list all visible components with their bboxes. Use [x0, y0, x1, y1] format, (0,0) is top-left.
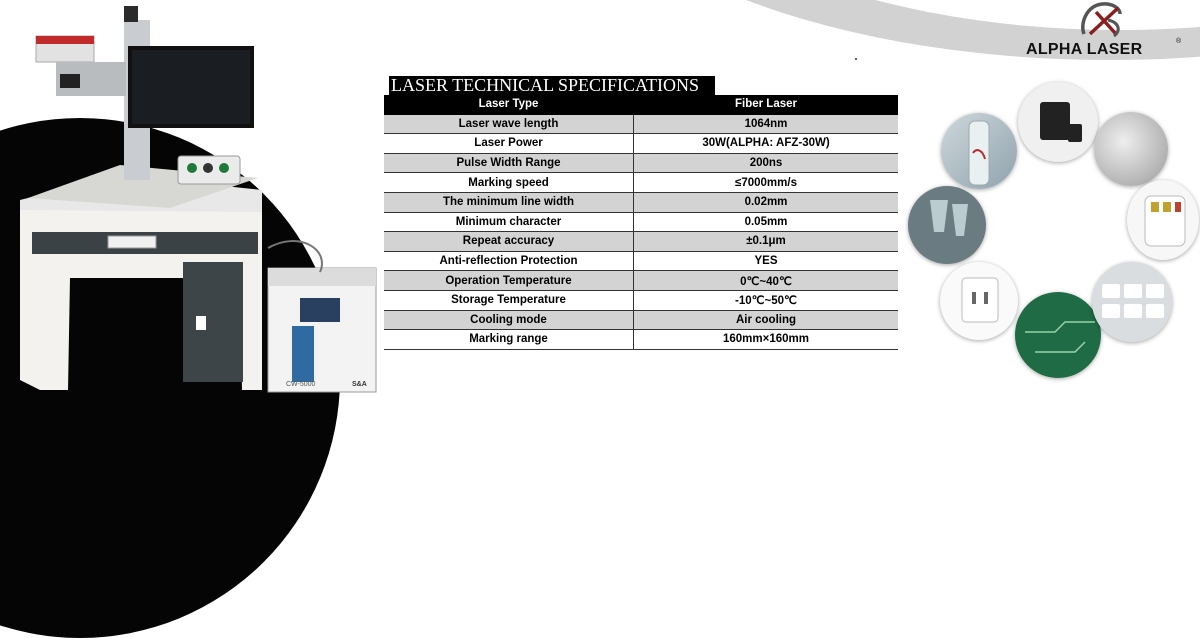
sample-usb-charger-image [940, 262, 1018, 340]
chiller-badge: S&A [352, 381, 367, 388]
spec-value: 160mm×160mm [634, 330, 899, 350]
spec-parameter: Pulse Width Range [384, 153, 634, 173]
spec-value: -10℃~50℃ [634, 290, 899, 310]
specs-table [384, 95, 898, 350]
spec-parameter: The minimum line width [384, 192, 634, 212]
chiller-label: CW-5000 [286, 381, 316, 388]
spec-row [384, 251, 898, 271]
spec-parameter: Anti-reflection Protection [384, 251, 634, 271]
spec-value: 0.02mm [634, 192, 899, 212]
alpha-laser-logo-icon [1078, 0, 1126, 40]
brand-name: ALPHA LASER [1026, 41, 1143, 58]
spec-row [384, 153, 898, 173]
spec-parameter: Laser wave length [384, 114, 634, 134]
spec-parameter: Repeat accuracy [384, 232, 634, 252]
spec-parameter: Storage Temperature [384, 290, 634, 310]
sample-keyboard-keys-image [1092, 262, 1172, 342]
spec-value: 0.05mm [634, 212, 899, 232]
spec-value: Air cooling [634, 310, 899, 330]
sample-power-bank-image [1127, 180, 1199, 260]
specs-title: LASER TECHNICAL SPECIFICATIONS [389, 76, 715, 95]
spec-parameter: Minimum character [384, 212, 634, 232]
spec-row [384, 114, 898, 134]
sample-metal-case-image [1094, 112, 1168, 186]
spec-row [384, 310, 898, 330]
spec-parameter: Cooling mode [384, 310, 634, 330]
spec-row [384, 271, 898, 291]
spec-value: 1064nm [634, 114, 899, 134]
spec-value: ≤7000mm/s [634, 173, 899, 193]
sample-sd-card-image [1018, 82, 1098, 162]
spec-row [384, 330, 898, 350]
sample-circuit-board-image [1015, 292, 1101, 378]
spec-value: 0℃~40℃ [634, 271, 899, 291]
spec-value: YES [634, 251, 899, 271]
spec-row [384, 212, 898, 232]
spec-row [384, 134, 898, 154]
spec-row [384, 290, 898, 310]
specs-header-row [384, 95, 898, 114]
spec-value: 200ns [634, 153, 899, 173]
spec-value: 30W(ALPHA: AFZ-30W) [634, 134, 899, 154]
spec-row [384, 192, 898, 212]
spec-parameter: Laser Type [384, 95, 634, 114]
spec-row [384, 173, 898, 193]
decor-dot [855, 58, 857, 60]
spec-value: ±0.1μm [634, 232, 899, 252]
laser-marking-machine-image [0, 0, 380, 400]
sample-wine-glass-image [908, 186, 986, 264]
spec-parameter: Operation Temperature [384, 271, 634, 291]
spec-parameter: Laser Power [384, 134, 634, 154]
spec-parameter: Marking range [384, 330, 634, 350]
spec-value: Fiber Laser [634, 95, 899, 114]
registered-mark: ® [1176, 38, 1182, 45]
spec-row [384, 232, 898, 252]
sample-glass-bottle-image [941, 113, 1017, 189]
spec-parameter: Marking speed [384, 173, 634, 193]
